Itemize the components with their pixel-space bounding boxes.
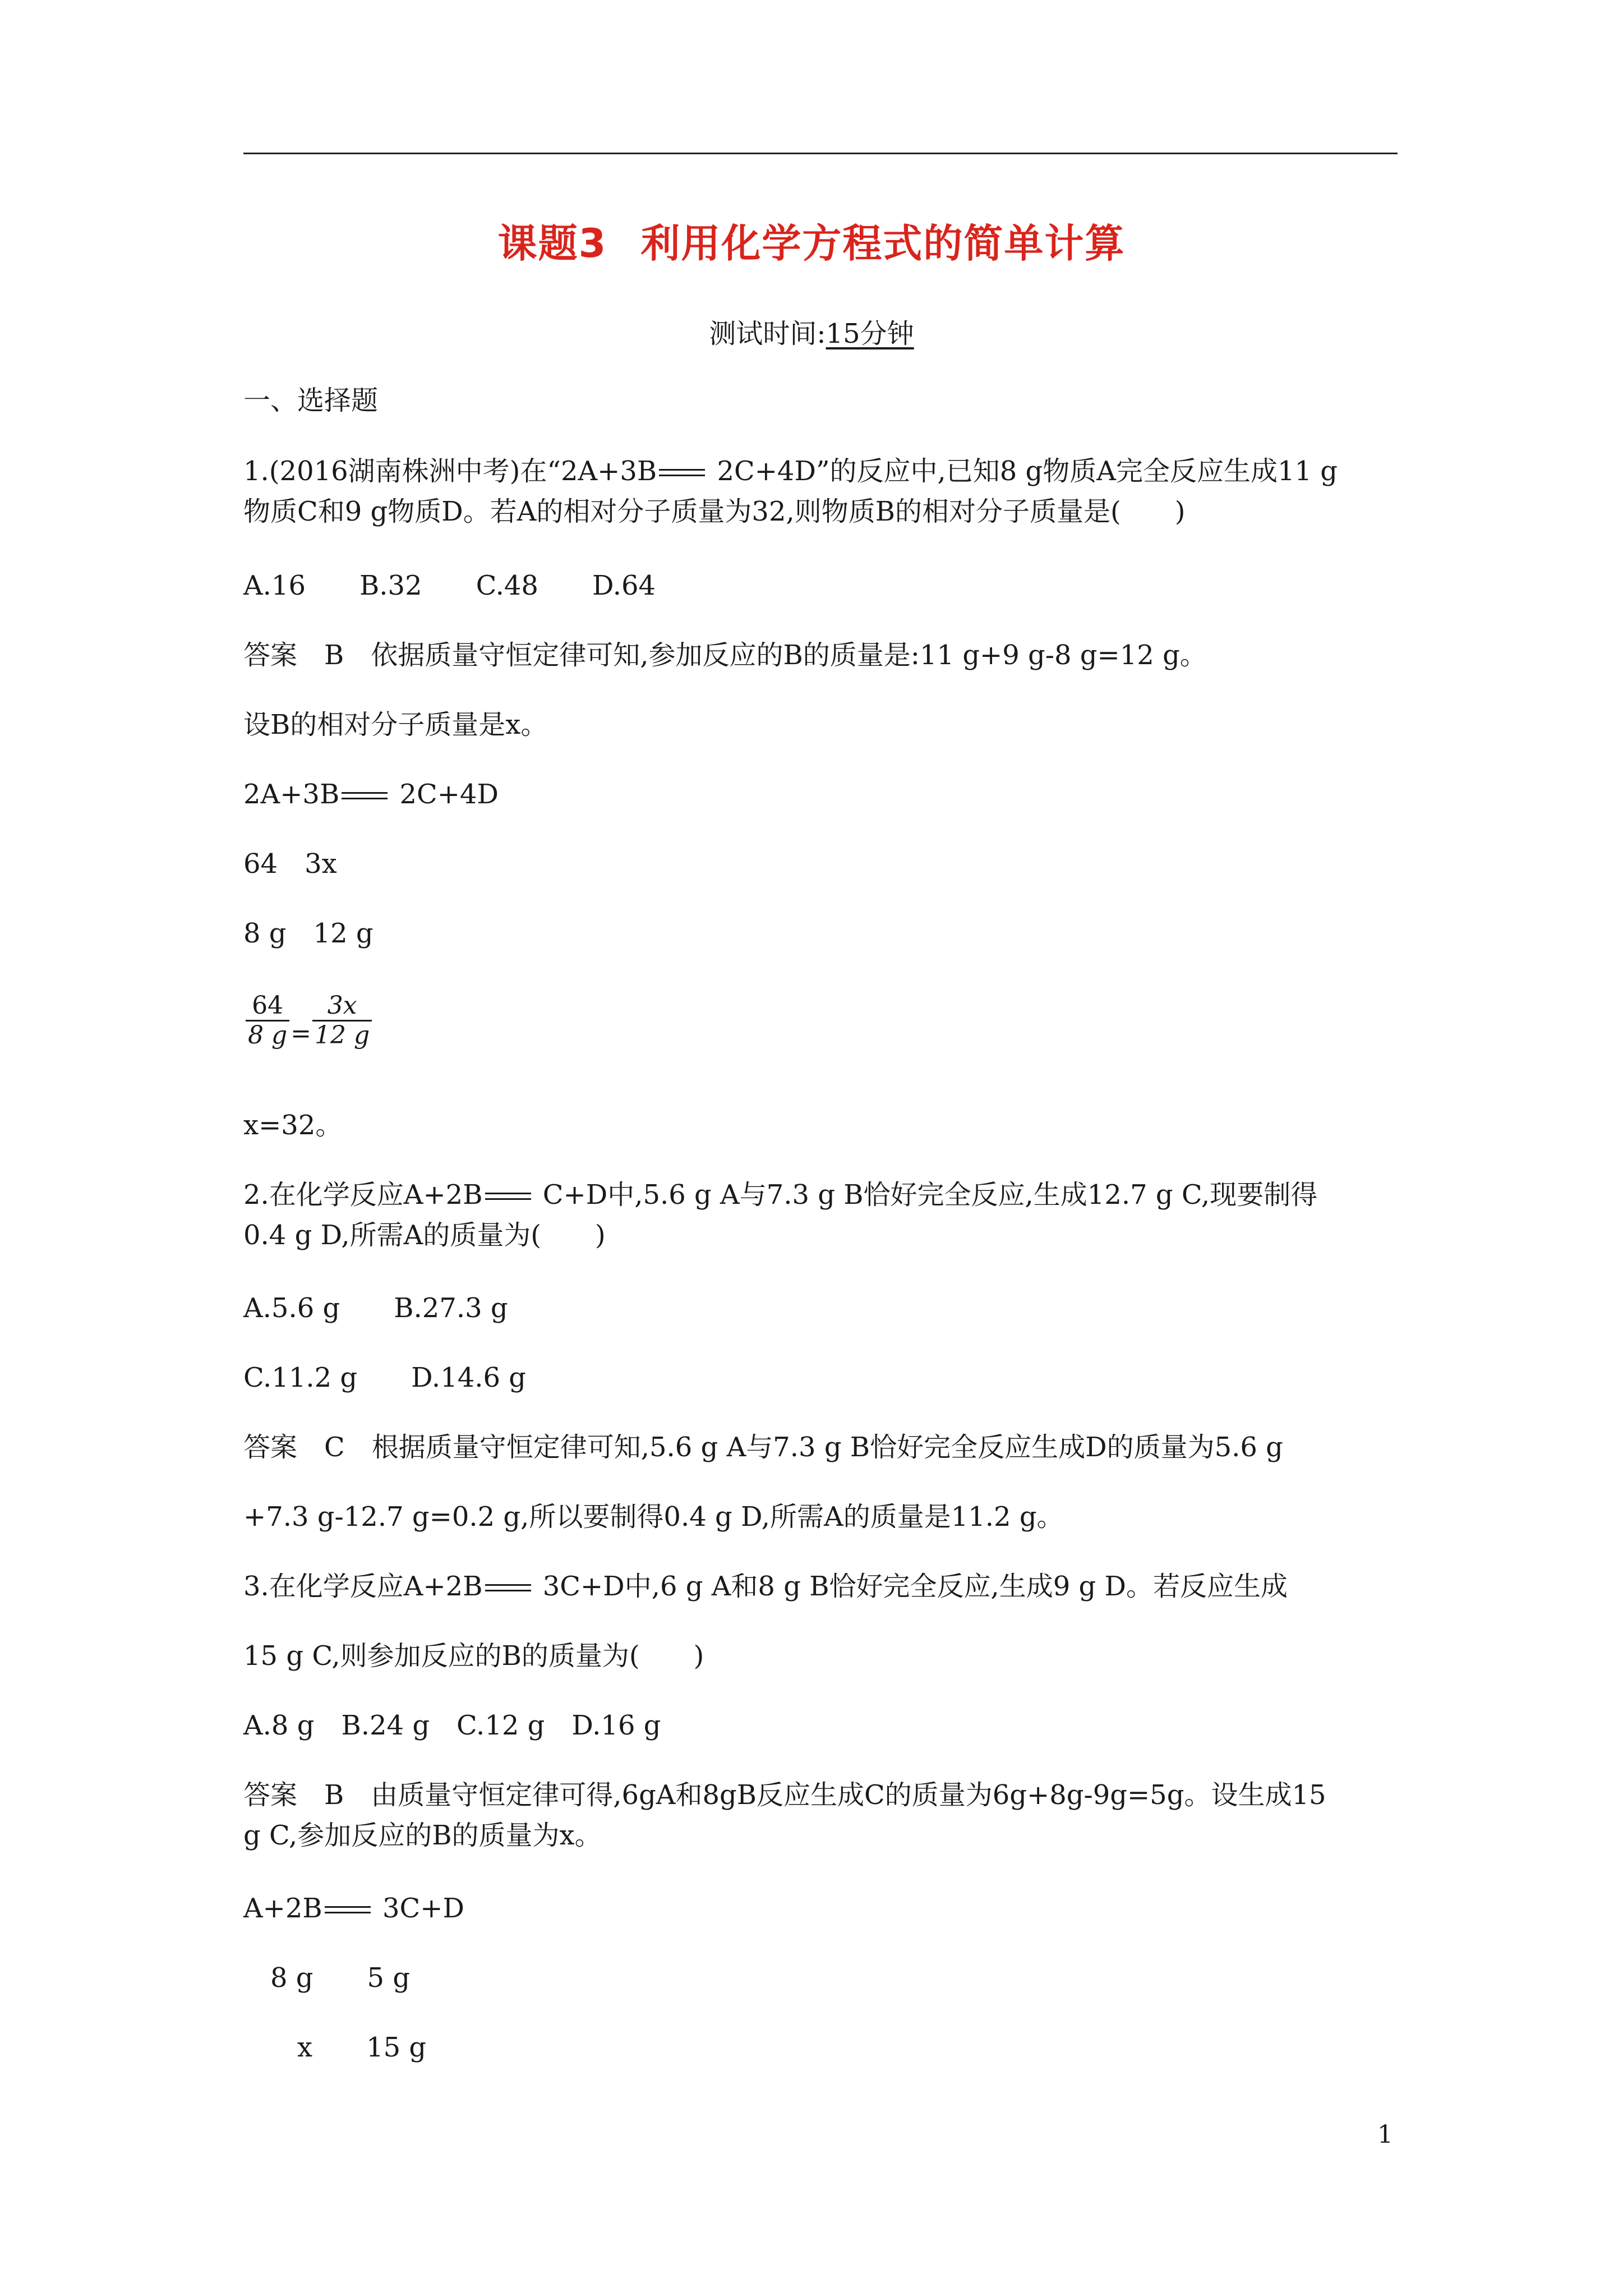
q3-ratio-row2: x 15 g — [243, 2032, 427, 2063]
q3-ratio-row1: 8 g 5 g — [243, 1962, 411, 1994]
equals-arrow-icon — [483, 1583, 534, 1594]
test-time — [0, 312, 1623, 351]
q1-proportion — [246, 992, 372, 1050]
q2-answer-line2: +7.3 g-12.7 g=0.2 g,所以要制得0.4 g D,所需A的质量是11.2 g。 — [243, 1501, 1064, 1533]
q3-stem-line2: 15 g C,则参加反应的B的质量为( ) — [243, 1640, 704, 1672]
q2-options-row1: A.5.6 g B.27.3 g — [243, 1292, 508, 1324]
q2-stem-line1 — [243, 1177, 1317, 1213]
q1-eq-left: 2A+3B — [243, 779, 340, 810]
q1-result: x=32。 — [243, 1110, 343, 1141]
q1-set-variable: 设B的相对分子质量是x。 — [243, 709, 548, 740]
q1-stem-part-b: 2C+4D”的反应中,已知8 g物质A完全反应生成11 g — [708, 455, 1338, 487]
title-lesson: 课题3 — [497, 220, 607, 266]
q3-eq-right: 3C+D — [374, 1893, 464, 1924]
header-rule — [243, 153, 1398, 154]
q3-stem-line1 — [243, 1568, 1288, 1604]
q1-fraction-left — [246, 992, 289, 1050]
q1-ratio-row1: 64 3x — [243, 848, 337, 880]
title-topic: 利用化学方程式的简单计算 — [640, 220, 1126, 266]
q2-options-row2: C.11.2 g D.14.6 g — [243, 1362, 527, 1393]
equals-arrow-icon — [483, 1191, 534, 1203]
q1-stem-line1 — [243, 453, 1338, 489]
q2-answer-line1: 答案 C 根据质量守恒定律可知,5.6 g A与7.3 g B恰好完全反应生成D的质量为5.6 g — [243, 1432, 1283, 1463]
q1-frac1-den: 8 g — [248, 1021, 288, 1050]
q2-stem-line2: 0.4 g D,所需A的质量为( ) — [243, 1220, 606, 1251]
q1-ratio-row2: 8 g 12 g — [243, 918, 374, 949]
q3-answer-line2: g C,参加反应的B的质量为x。 — [243, 1820, 602, 1851]
q3-answer-line1: 答案 B 由质量守恒定律可得,6gA和8gB反应生成C的质量为6g+8g-9g=5g。设生成15 — [243, 1779, 1326, 1811]
q3-stem-part-b: 3C+D中,6 g A和8 g B恰好完全反应,生成9 g D。若反应生成 — [534, 1571, 1288, 1602]
page-title — [0, 212, 1623, 269]
section-heading: 一、选择题 — [243, 385, 379, 416]
q3-stem-part-a: 3.在化学反应A+2B — [243, 1571, 483, 1602]
q1-frac1-num: 64 — [246, 992, 289, 1022]
q1-stem-part-a: 1.(2016湖南株洲中考)在“2A+3B — [243, 455, 657, 487]
equals-arrow-icon — [339, 791, 391, 802]
q3-equation — [243, 1890, 464, 1926]
q1-stem-line2: 物质C和9 g物质D。若A的相对分子质量为32,则物质B的相对分子质量是( ) — [243, 496, 1186, 527]
q1-fraction-right — [312, 992, 372, 1050]
q1-eq-right: 2C+4D — [391, 779, 499, 810]
q2-stem-part-b: C+D中,5.6 g A与7.3 g B恰好完全反应,生成12.7 g C,现要制得 — [534, 1179, 1318, 1211]
test-time-value: 15分钟 — [826, 318, 914, 349]
equals-arrow-icon — [657, 468, 708, 479]
equals-arrow-icon — [322, 1905, 374, 1916]
test-time-label: 测试时间: — [709, 318, 826, 349]
q1-answer: 答案 B 依据质量守恒定律可知,参加反应的B的质量是:11 g+9 g-8 g=12 g。 — [243, 639, 1207, 671]
q1-equation — [243, 776, 499, 812]
page-number: 1 — [1377, 2120, 1393, 2149]
q1-frac2-num: 3x — [312, 992, 372, 1022]
q1-frac2-den: 12 g — [315, 1021, 370, 1050]
q1-proportion-equals: = — [291, 1019, 312, 1048]
q2-stem-part-a: 2.在化学反应A+2B — [243, 1179, 483, 1211]
q3-eq-left: A+2B — [243, 1893, 322, 1924]
q1-options: A.16 B.32 C.48 D.64 — [243, 570, 656, 601]
q3-options: A.8 g B.24 g C.12 g D.16 g — [243, 1710, 661, 1741]
